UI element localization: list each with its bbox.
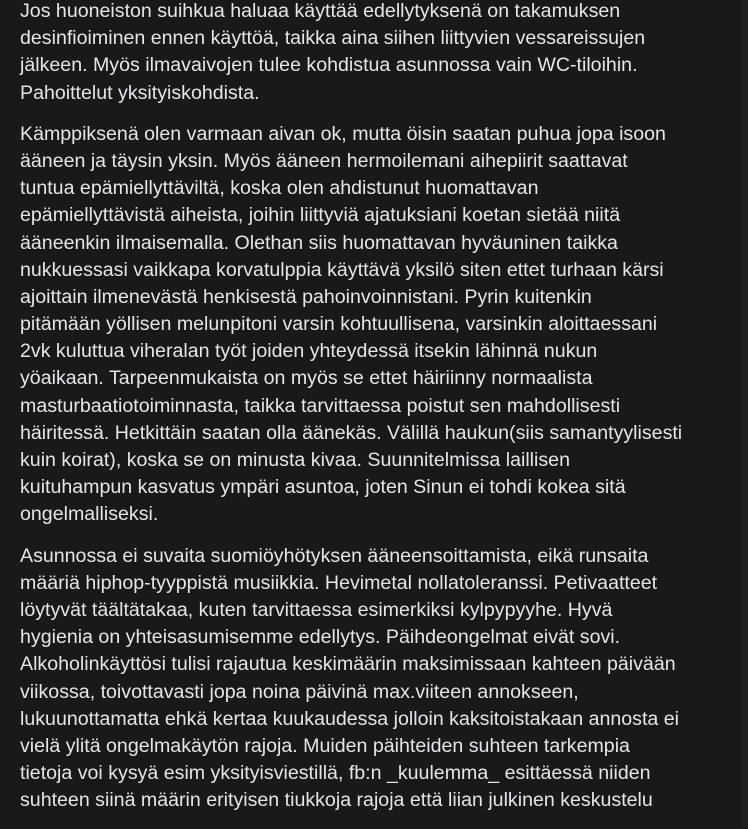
text-line: lukuunottamatta ehkä kertaa kuukaudessa jolloin kaksitoistakaan annosta ei <box>20 707 679 730</box>
text-line: Kämppiksenä olen varmaan aivan ok, mutta öisin saatan puhua jopa isoon <box>20 122 666 145</box>
text-line: tietoja voi kysyä esim yksityisviestillä, fb:n _kuulemma_ esittäessä niiden <box>20 762 651 785</box>
text-line: määriä hiphop-tyyppistä musiikkia. Hevimetal nollatoleranssi. Petivaatteet <box>20 571 658 594</box>
text-line: vielä ylitä ongelmakäytön rajoja. Muiden päihteiden suhteen tarkempia <box>20 734 630 757</box>
text-line: Asunnossa ei suvaita suomiöyhötyksen ääneensoittamista, eikä runsaita <box>20 544 649 567</box>
text-line: epämiellyttävistä aiheista, joihin liittyviä ajatuksiani koetan sietää niitä <box>20 204 621 227</box>
text-line: yöaikaan. Tarpeenmukaista on myös se ettet häiriinny normaalista <box>20 367 593 390</box>
text-line: kuituhampun kasvatus ympäri asuntoa, joten Sinun ei tohdi kokea sitä <box>20 476 626 499</box>
text-line: masturbaatiotoiminnasta, taikka tarvittaessa poistut sen mahdollisesti <box>20 394 621 417</box>
text-line: 2vk kuluttua viheralan työt joiden yhteydessä itsekin lähinnä nukun <box>20 340 598 363</box>
text-line: viikossa, toivottavasti jopa noina päivinä max.viiteen annokseen, <box>20 680 579 703</box>
text-line: desinfioiminen ennen käyttöä, taikka aina siihen liittyvien vessareissujen <box>20 27 646 50</box>
text-line: ongelmalliseksi. <box>20 503 159 526</box>
paragraph-shower-rules <box>20 0 730 107</box>
paragraph-roommate-habits <box>20 121 730 529</box>
text-line: suhteen siinä määrin erityisen tiukkoja rajoja että liian julkinen keskustelu <box>20 789 653 812</box>
text-line: pitämään yöllisen melunpitoni varsin kohtuullisena, varsinkin aloittaessani <box>20 313 658 336</box>
text-line: Jos huoneiston suihkua haluaa käyttää edellytyksenä on takamuksen <box>20 0 621 22</box>
text-line: nukkuessasi vaikkapa korvatulppia käyttävä yksilö siten ettet turhaan kärsi <box>20 258 664 281</box>
text-line: jälkeen. Myös ilmavaivojen tulee kohdistua asunnossa vain WC-tiloihin. <box>20 54 638 77</box>
text-line: ääneenkin ilmaisemalla. Olethan siis huomattavan hyväuninen taikka <box>20 231 618 254</box>
text-line: Pahoittelut yksityiskohdista. <box>20 81 260 104</box>
text-line: ajoittain ilmenevästä henkisestä pahoinvoinnistani. Pyrin kuitenkin <box>20 285 592 308</box>
text-line: ääneen ja täysin yksin. Myös ääneen hermoilemani aihepiirit saattavat <box>20 149 628 172</box>
text-line: häiritessä. Hetkittäin saatan olla äänekäs. Välillä haukun(siis samantyylisesti <box>20 421 683 444</box>
text-line: hygienia on yhteisasumisemme edellytys. Päihdeongelmat eivät sovi. <box>20 626 621 649</box>
scrollbar-track[interactable] <box>742 0 748 827</box>
paragraph-house-rules <box>20 543 730 815</box>
text-line: tuntua epämiellyttäviltä, koska olen ahdistunut huomattavan <box>20 177 539 200</box>
text-line: kuin koirat), koska se on minusta kivaa. Suunnitelmissa laillisen <box>20 449 570 471</box>
text-line: löytyvät täältätakaa, kuten tarvittaessa esimerkiksi kylpypyyhe. Hyvä <box>20 598 613 621</box>
text-line: Alkoholinkäyttösi tulisi rajautua keskimäärin maksimissaan kahteen päivään <box>20 653 676 676</box>
